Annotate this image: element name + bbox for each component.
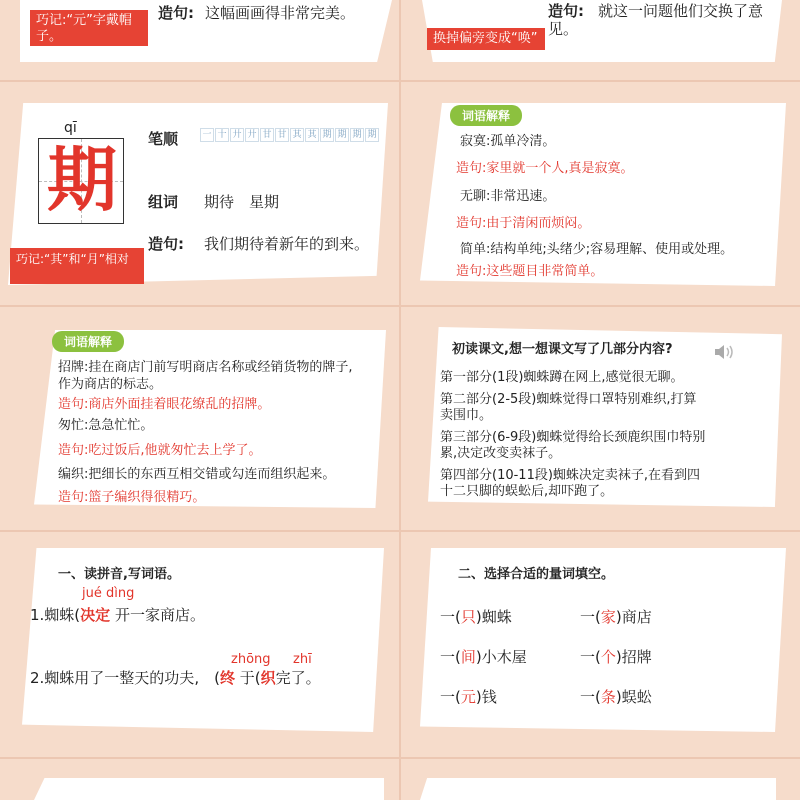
- exercise-title: 一、读拼音,写词语。: [58, 567, 180, 582]
- part-text: 第二部分(2-5段)蜘蛛觉得口罩特别难织,打算: [440, 392, 697, 407]
- definition-text: 作为商店的标志。: [58, 377, 163, 392]
- stroke-step: 甘: [260, 128, 274, 142]
- example-sentence: 造句:由于清闲而烦闷。: [456, 216, 591, 231]
- words-text: 期待 星期: [204, 193, 280, 211]
- part-text: 累,决定改变卖袜子。: [440, 446, 562, 461]
- sentence-label: 造句:: [548, 2, 584, 20]
- pinyin: zhōng: [231, 652, 271, 667]
- pinyin: jué dìng: [82, 586, 135, 601]
- stroke-step: 期: [365, 128, 379, 142]
- answer: 决定: [80, 606, 111, 624]
- mnemonic-tip: 巧记:“其”和“月”相对: [10, 248, 144, 284]
- sentence-text: 我们期待着新年的到来。: [204, 235, 370, 253]
- row-divider: [0, 305, 800, 307]
- pinyin: zhī: [293, 652, 312, 667]
- stroke-step: 廾: [245, 128, 259, 142]
- section-tag: 词语解释: [450, 105, 522, 126]
- question-2: 2.蜘蛛用了一整天的功夫, (终 于(织完了。: [30, 669, 321, 687]
- part-text: 第三部分(6-9段)蜘蛛觉得给长颈鹿织围巾特别: [440, 430, 706, 445]
- section-title: 初读课文,想一想课文写了几部分内容?: [452, 342, 673, 357]
- row-divider: [0, 757, 800, 759]
- stroke-step: 一: [200, 128, 214, 142]
- stroke-step: 甘: [275, 128, 289, 142]
- sentence-text: 这幅画画得非常完美。: [205, 4, 356, 22]
- sentence-label: 造句:: [158, 4, 194, 22]
- definition-text: 寂寞:孤单冷清。: [460, 134, 556, 149]
- example-sentence: 造句:商店外面挂着眼花缭乱的招牌。: [58, 397, 271, 412]
- sentence-label: 造句:: [148, 235, 184, 253]
- main-character: 期: [47, 139, 117, 221]
- row-divider: [0, 530, 800, 532]
- measure-word-item: 一(元)钱: [440, 688, 497, 706]
- definition-text: 匆忙:急急忙忙。: [58, 418, 154, 433]
- pinyin: qī: [64, 120, 77, 136]
- definition-text: 简单:结构单纯;头绪少;容易理解、使用或处理。: [460, 242, 734, 257]
- answer: 终: [219, 669, 235, 687]
- answer: 元: [460, 688, 476, 706]
- stroke-step: 其: [290, 128, 304, 142]
- stroke-step: 期: [350, 128, 364, 142]
- question-1: 1.蜘蛛(决定 开一家商店。: [30, 606, 205, 624]
- definition-text: 招牌:挂在商店门前写明商店名称或经销货物的牌子,: [58, 360, 353, 375]
- answer: 间: [460, 648, 476, 666]
- row-divider: [0, 80, 800, 82]
- stroke-step: 廾: [230, 128, 244, 142]
- exercise-title: 二、选择合适的量词填空。: [458, 567, 615, 582]
- measure-word-item: 一(个)招牌: [580, 648, 652, 666]
- stroke-step: 其: [305, 128, 319, 142]
- answer: 条: [600, 688, 616, 706]
- mnemonic-tip: 换掉偏旁变成“唤”: [427, 28, 545, 50]
- answer: 家: [600, 608, 616, 626]
- stroke-step: 期: [335, 128, 349, 142]
- part-text: 十二只脚的蜈蚣后,却吓跑了。: [440, 484, 614, 499]
- stroke-order: [200, 128, 395, 144]
- slide-9: [34, 778, 384, 800]
- measure-word-item: 一(条)蜈蚣: [580, 688, 652, 706]
- answer: 个: [600, 648, 616, 666]
- example-sentence: 造句:家里就一个人,真是寂寞。: [456, 161, 634, 176]
- sentence-text: 就这一问题他们交换了意: [598, 2, 764, 20]
- speaker-icon[interactable]: [714, 344, 736, 360]
- stroke-order-label: 笔顺: [148, 130, 179, 148]
- part-text: 第一部分(1段)蜘蛛蹲在网上,感觉很无聊。: [440, 370, 684, 385]
- words-label: 组词: [148, 193, 179, 211]
- slide-10: [420, 778, 776, 800]
- measure-word-item: 一(只)蜘蛛: [440, 608, 512, 626]
- answer: 织: [260, 669, 276, 687]
- measure-word-item: 一(家)商店: [580, 608, 652, 626]
- example-sentence: 造句:吃过饭后,他就匆忙去上学了。: [58, 443, 262, 458]
- measure-word-item: 一(间)小木屋: [440, 648, 527, 666]
- part-text: 卖围巾。: [440, 408, 493, 423]
- part-text: 第四部分(10-11段)蜘蛛决定卖袜子,在看到四: [440, 468, 701, 483]
- mnemonic-tip: 巧记:“元”字戴帽子。: [30, 10, 148, 46]
- sentence-text: 见。: [548, 20, 579, 38]
- example-sentence: 造句:这些题目非常简单。: [456, 264, 604, 279]
- column-divider: [399, 0, 401, 800]
- stroke-step: 期: [320, 128, 334, 142]
- character-grid: [38, 138, 124, 224]
- stroke-step: 十: [215, 128, 229, 142]
- definition-text: 无聊:非常迅速。: [460, 189, 556, 204]
- example-sentence: 造句:篮子编织得很精巧。: [58, 490, 206, 505]
- definition-text: 编织:把细长的东西互相交错或勾连而组织起来。: [58, 467, 336, 482]
- section-tag: 词语解释: [52, 331, 124, 352]
- answer: 只: [460, 608, 476, 626]
